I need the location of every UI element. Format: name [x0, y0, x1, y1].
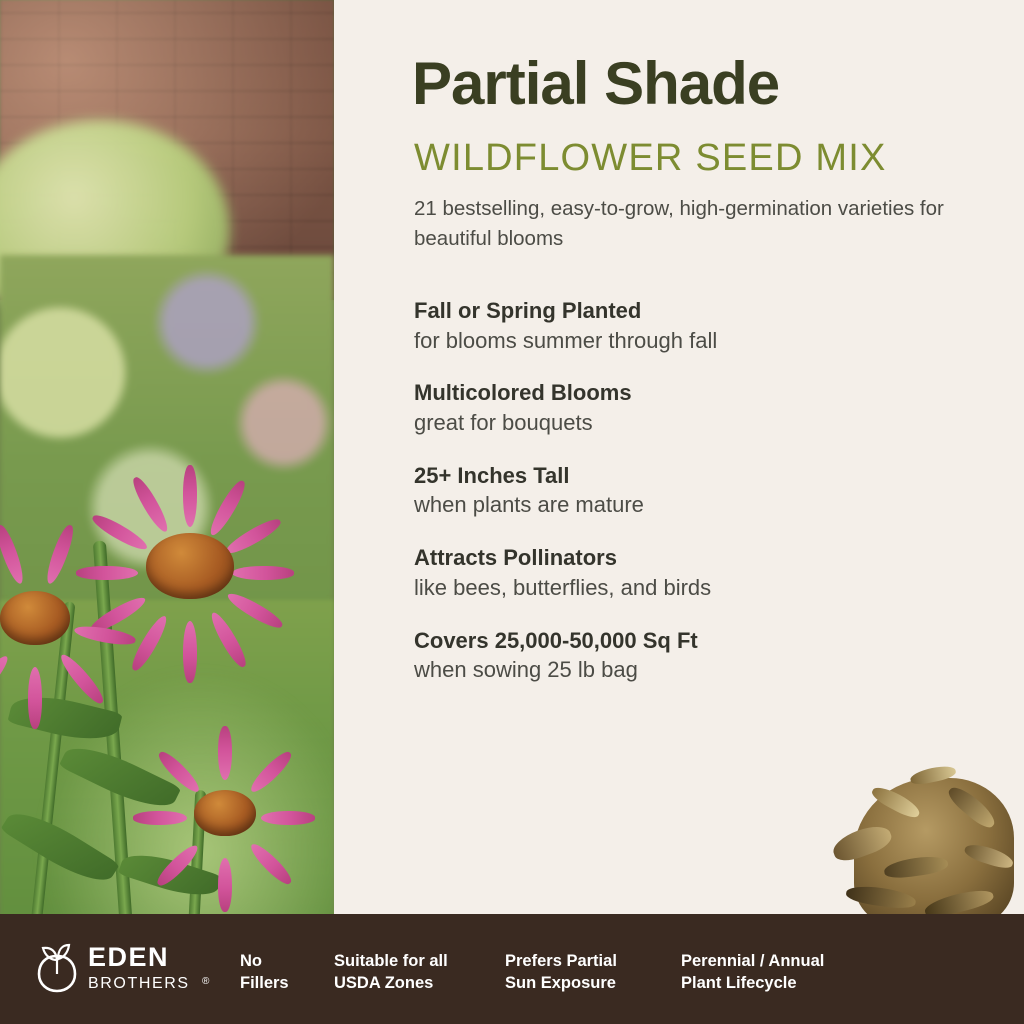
wildflower-seed-pile [824, 738, 1024, 928]
feature-subtitle: when plants are mature [414, 492, 644, 518]
list-item [414, 378, 994, 437]
feature-title: Fall or Spring Planted [414, 298, 642, 323]
coneflower-center [194, 790, 256, 836]
coneflower-bloom [0, 560, 110, 690]
brand-subname: BROTHERS [88, 975, 190, 992]
feature-title: Multicolored Blooms [414, 380, 632, 406]
product-subtitle: WILDFLOWER SEED MIX [414, 137, 887, 179]
list-item [414, 296, 994, 355]
feature-subtitle: great for bouquets [414, 410, 593, 436]
feature-subtitle: when sowing 25 lb bag [414, 657, 638, 683]
feature-subtitle: like bees, butterflies, and birds [414, 574, 712, 600]
product-tagline: 21 bestselling, easy-to-grow, high-germination varieties for beautiful blooms [414, 197, 944, 250]
footer-fact: Perennial / Annual Plant Lifecycle [681, 952, 825, 993]
brand-footer [0, 914, 1024, 1024]
list-item [414, 626, 994, 685]
torn-edge-decoration [0, 914, 1024, 924]
feature-title: 25+ Inches Tall [414, 462, 570, 488]
coneflower-center [146, 533, 234, 599]
footer-fact: Prefers Partial Sun Exposure [505, 952, 617, 993]
page-title: Partial Shade [412, 50, 780, 117]
footer-fact: Suitable for all USDA Zones [334, 952, 448, 993]
footer-fact: No Fillers [240, 952, 289, 993]
coneflower-center [0, 591, 70, 645]
coneflower-bloom [150, 760, 300, 880]
garden-photo [0, 0, 334, 930]
coneflower-bloom [100, 500, 280, 650]
feature-list [414, 296, 994, 708]
registered-mark: ® [202, 976, 210, 987]
list-item [414, 543, 994, 602]
feature-subtitle: for blooms summer through fall [414, 327, 718, 353]
list-item [414, 461, 994, 520]
feature-title: Attracts Pollinators [414, 545, 617, 571]
brand-name: EDEN [88, 942, 170, 972]
seedling-apple-icon [34, 938, 80, 994]
feature-title: Covers 25,000-50,000 Sq Ft [414, 627, 698, 653]
